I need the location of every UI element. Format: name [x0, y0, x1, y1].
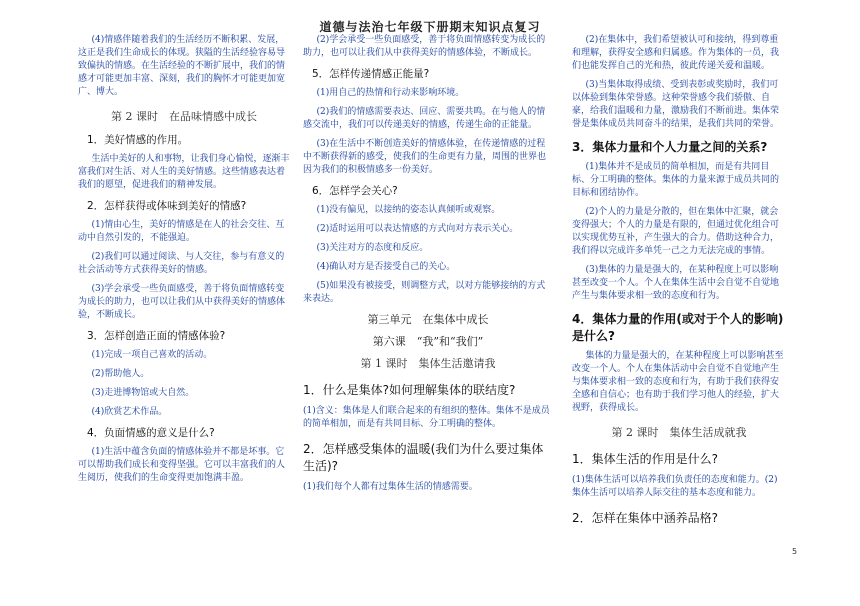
answer-item: 集体的力量是强大的，在某种程度上可以影响甚至改变一个人。个人在集体活动中会自觉不自觉地产生与集体要求相一致的态度和行为，有助于我们获得安全感和自信心；也有助于我们学习他人的经验，扩大视野，获得成长。 — [572, 351, 784, 413]
question-heading: 3．集体力量和个人力量之间的关系? — [572, 140, 768, 154]
column-middle — [303, 34, 553, 500]
answer-item: (4)欣赏艺术作品。 — [91, 407, 168, 417]
question-heading: 5．怎样传递情感正能量? — [312, 68, 430, 80]
lesson-title: 第 2 课时 在品味情感中成长 — [111, 110, 257, 123]
answer-item: (1)没有偏见，以接纳的姿态认真倾听或观察。 — [316, 205, 501, 215]
answer-item: (2)适时运用可以表达情感的方式向对方表示关心。 — [316, 224, 519, 234]
answer-item: (5)如果没有被接受，则调整方式，以对方能够接纳的方式来表达。 — [303, 281, 546, 304]
lesson-title: 第 1 课时 集体生活邀请我 — [360, 357, 496, 370]
answer-item: (4)确认对方是否接受自己的关心。 — [316, 262, 456, 272]
answer-item: (3)走进博物馆或大自然。 — [91, 388, 195, 398]
paragraph: (3)当集体取得成绩、受到表彰或奖励时，我们可以体验到集体荣誉感。这种荣誉感令我们骄傲、自豪，给我们温暖和力量，激励我们不断前进。集体荣誉是集体成员共同奋斗的结果，是我们共同的荣誉。 — [572, 80, 780, 129]
answer-paragraph: 生活中美好的人和事物，让我们身心愉悦，逐渐丰富我们对生活、对人生的美好情感。这些情感表达着我们的愿望，促进我们的精神发展。 — [78, 154, 290, 190]
answer-item: (2)我们的情感需要表达、回应、需要共鸣。在与他人的情感交流中，我们可以传递美好的情感，传递生命的正能量。 — [303, 107, 546, 130]
answer-item: (1)我们每个人都有过集体生活的情感需要。 — [303, 482, 478, 492]
column-right — [572, 34, 786, 533]
column-left — [78, 34, 290, 491]
answer-item: (2)帮助他人。 — [91, 369, 150, 379]
answer-item: (1)完成一项自己喜欢的活动。 — [91, 350, 213, 360]
question-heading: 1．美好情感的作用。 — [87, 134, 189, 146]
question-heading: 2．怎样在集体中涵养品格? — [572, 511, 719, 525]
question-heading: 1．什么是集体?如何理解集体的联结度? — [303, 383, 516, 397]
answer-item: (3)关注对方的态度和反应。 — [316, 243, 429, 253]
question-heading: 1．集体生活的作用是什么? — [572, 452, 719, 466]
answer-item: (2)个人的力量是分散的，但在集体中汇聚，就会变得强大；个人的力量是有限的，但通过优化组合可以实现优势互补，产生强大的合力。借助这种合力，我们得以完成许多单凭一己之力无法完成的事情。 — [572, 207, 780, 256]
answer-item: (3)在生活中不断创造美好的情感体验，在传递情感的过程中不断获得新的感受，使我们的生命更有力量，周围的世界也因为我们的积极情感多一份美好。 — [303, 139, 547, 175]
question-heading: 4．集体力量的作用(或对于个人的影响)是什么? — [572, 312, 784, 343]
question-heading: 3．怎样创造正面的情感体验? — [87, 330, 226, 342]
answer-item: (3)集体的力量是强大的，在某种程度上可以影响甚至改变一个人。个人在集体生活中会自觉不自觉地产生与集体要求相一致的态度和行为。 — [572, 265, 780, 301]
answer-item: (3)学会承受一些负面感受，善于将负面情感转变为成长的助力，也可以让我们从中获得美好的情感体验，不断成长。 — [78, 284, 286, 320]
answer-item: (1)用自己的热情和行动来影响环境。 — [316, 88, 465, 98]
paragraph: (2)在集体中，我们希望被认可和接纳，得到尊重和理解，获得安全感和归属感。作为集体的一员，我们也能发挥自己的光和热，彼此传递关爱和温暖。 — [572, 35, 780, 71]
paragraph: (4)情感伴随着我们的生活经历不断积累、发展，这正是我们生命成长的体现。狭隘的生活经验容易导致偏执的情感。在生活经验的不断扩展中，我们的情感才可能更加丰富、深刻，我们的胸怀才可能更加宽广、博大。 — [78, 35, 286, 97]
unit-title: 第三单元 在集体中成长 — [367, 313, 489, 326]
question-heading: 2．怎样感受集体的温暖(我们为什么要过集体生活)? — [303, 442, 544, 473]
answer-item: (1)集体并不是成员的简单相加，而是有共同目标、分工明确的整体。集体的力量来源于成员共同的目标和团结协作。 — [572, 162, 780, 198]
answer-item: (1)情由心生，美好的情感是在人的社会交往、互动中自然引发的，不能强迫。 — [78, 220, 285, 243]
answer-item: (2)我们可以通过阅读、与人交往，参与有意义的社会活动等方式获得美好的情感。 — [78, 252, 285, 275]
lesson-title: 第 2 课时 集体生活成就我 — [611, 426, 747, 439]
page-number: 5 — [792, 547, 798, 556]
answer-item: (1)生活中蕴含负面的情感体验并不都是坏事。它可以帮助我们成长和变得坚强。它可以丰富我们的人生阅历，使我们的生命变得更加饱满丰盈。 — [78, 447, 286, 483]
answer-item: (1)集体生活可以培养我们负责任的态度和能力。(2)集体生活可以培养人际交往的基本态度和能力。 — [572, 475, 778, 498]
answer-item: (1)含义：集体是人们联合起来的有组织的整体。集体不是成员的简单相加，而是有共同目标、分工明确的整体。 — [303, 406, 550, 429]
question-heading: 4．负面情感的意义是什么? — [87, 427, 215, 439]
question-heading: 2．怎样获得或体味到美好的情感? — [87, 200, 247, 212]
question-heading: 6．怎样学会关心? — [312, 185, 398, 197]
paragraph: (2)学会承受一些负面感受，善于将负面情感转变为成长的助力，也可以让我们从中获得美好的情感体验，不断成长。 — [303, 35, 546, 58]
page-title: 道德与法治七年级下册期末知识点复习 — [319, 20, 541, 34]
lesson-chapter-title: 第六课 “我”和“我们” — [372, 335, 484, 348]
